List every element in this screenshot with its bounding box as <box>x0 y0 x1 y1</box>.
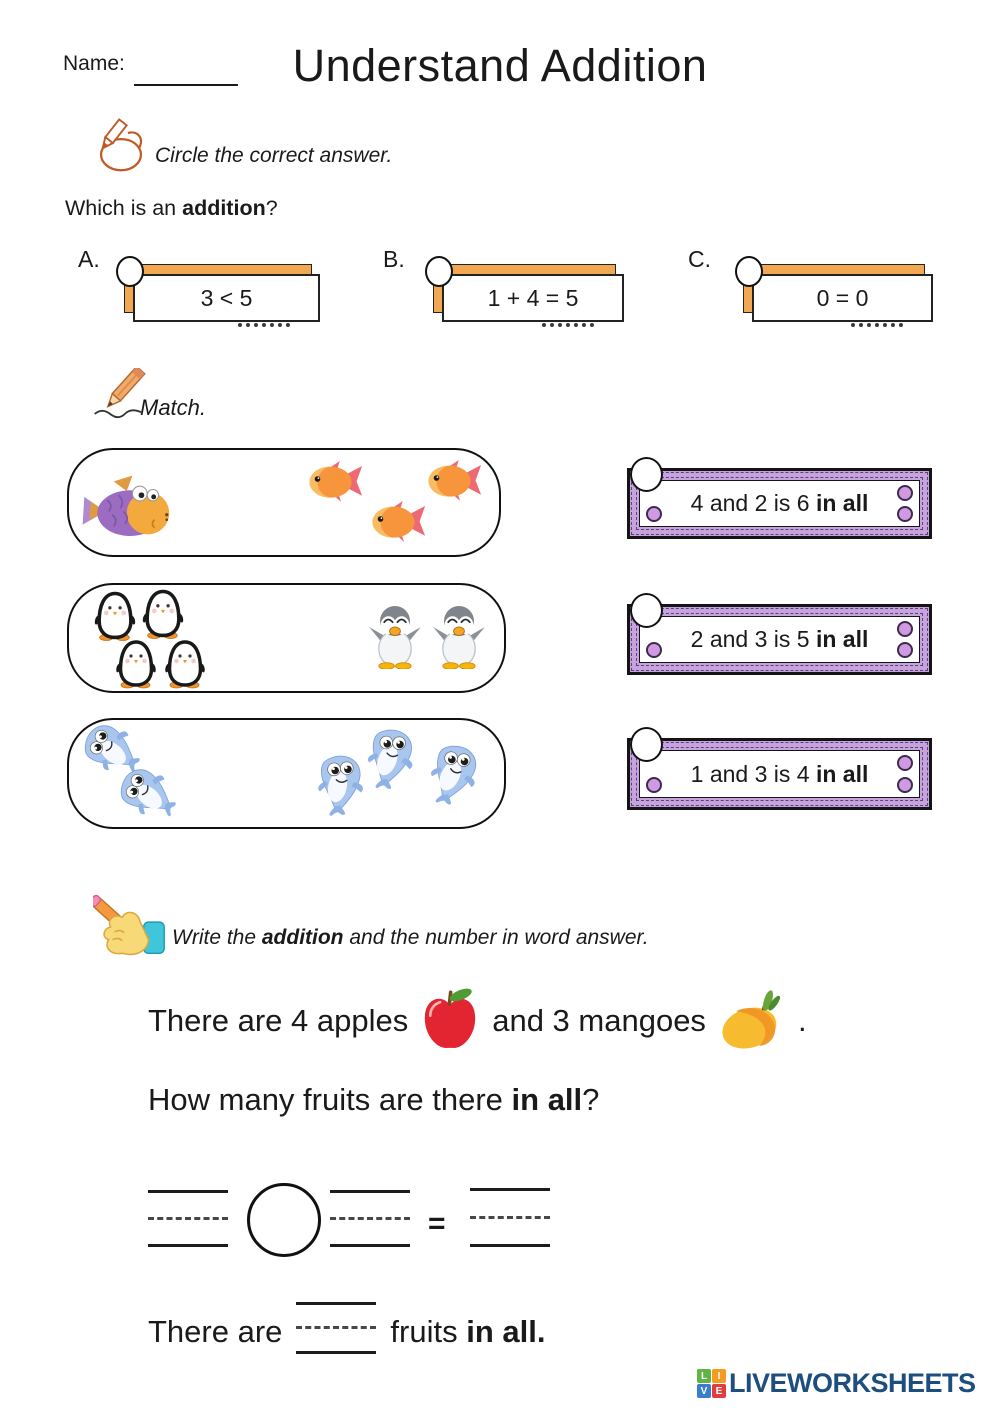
rivet <box>897 755 913 771</box>
mango-image <box>716 989 788 1053</box>
match-row-dolphins[interactable] <box>67 718 506 829</box>
match-row-fish[interactable] <box>67 448 501 557</box>
option-b-card <box>424 258 624 322</box>
baby-penguin-image <box>368 601 422 671</box>
sentence-period: . <box>797 1003 807 1038</box>
option-c-select-circle[interactable] <box>735 256 763 287</box>
sum-blank[interactable] <box>470 1188 550 1247</box>
answer-text: 1 and 3 is 4 <box>690 760 810 787</box>
addend2-blank[interactable] <box>330 1190 410 1247</box>
task3-instruction <box>172 926 649 950</box>
match-answer-1-connector-circle[interactable] <box>630 457 663 492</box>
option-a-value: 3 < 5 <box>133 274 320 322</box>
answer-text: 4 and 2 is 6 <box>690 490 810 516</box>
hand-writing-icon <box>93 890 171 962</box>
penguin-image <box>113 639 159 689</box>
total-blank[interactable] <box>296 1302 376 1354</box>
logo-square-i: I <box>712 1369 726 1383</box>
option-b-letter: B. <box>383 246 405 272</box>
option-a-select-circle[interactable] <box>116 256 144 287</box>
dotted-mark <box>238 323 290 327</box>
rivet <box>646 642 662 658</box>
orange-fish-image <box>365 498 427 545</box>
answer-sentence <box>148 1298 545 1350</box>
task1-question <box>65 196 278 221</box>
circle-pencil-icon <box>95 116 147 176</box>
answer-bold: in all <box>815 760 869 787</box>
option-b-value: 1 + 4 = 5 <box>442 274 624 322</box>
operation-circle[interactable] <box>247 1183 321 1257</box>
word-problem-question <box>148 1082 599 1118</box>
orange-fish-image <box>421 457 483 504</box>
penguin-image <box>162 639 208 689</box>
addend1-blank[interactable] <box>148 1190 228 1247</box>
page-title: Understand Addition <box>292 40 708 91</box>
option-c-card <box>734 258 933 322</box>
answer-part1: There are <box>148 1314 283 1349</box>
option-a-card <box>115 258 320 322</box>
answer-text: 2 and 3 is 5 <box>690 626 810 652</box>
sentence-part2: and 3 mangoes <box>492 1003 706 1038</box>
sentence-part1: There are 4 apples <box>148 1003 409 1038</box>
question-bold-word: addition <box>182 196 266 220</box>
rivet <box>646 506 662 522</box>
option-a-letter: A. <box>78 246 100 272</box>
dotted-mark <box>542 323 594 327</box>
instr-suffix: and the number in word answer. <box>343 926 649 949</box>
match-answer-1 <box>627 468 932 539</box>
answer-part2: fruits <box>390 1314 458 1349</box>
logo-square-e: E <box>712 1384 726 1398</box>
question-bold: in all <box>511 1082 583 1117</box>
rivet <box>646 777 662 793</box>
dolphin-image <box>357 718 425 799</box>
rivet <box>897 485 913 501</box>
liveworksheets-logo-icon <box>697 1369 726 1398</box>
match-answer-3-text <box>639 750 920 798</box>
question-suffix: ? <box>582 1082 600 1117</box>
apple-image <box>418 986 482 1056</box>
liveworksheets-logo-text: LIVEWORKSHEETS <box>729 1368 976 1398</box>
instr-bold-word: addition <box>261 926 344 949</box>
penguin-image <box>92 590 138 642</box>
dotted-mark <box>851 323 903 327</box>
word-problem-sentence <box>148 985 807 1057</box>
option-c-value: 0 = 0 <box>752 274 933 322</box>
name-label: Name: <box>63 52 125 75</box>
answer-bold: in all <box>466 1314 537 1349</box>
logo-square-v: V <box>697 1384 711 1398</box>
rivet <box>897 777 913 793</box>
question-text: Which is an <box>65 196 183 220</box>
match-answer-2 <box>627 604 932 675</box>
option-c-letter: C. <box>688 246 711 272</box>
task1-instruction: Circle the correct answer. <box>155 144 393 167</box>
rivet <box>897 621 913 637</box>
question-suffix: ? <box>265 196 278 220</box>
match-answer-3-connector-circle[interactable] <box>630 727 663 762</box>
question-text: How many fruits are there <box>148 1082 512 1117</box>
purple-fish-image <box>81 470 179 540</box>
option-b-select-circle[interactable] <box>425 256 453 287</box>
logo-square-l: L <box>697 1369 711 1383</box>
match-answer-1-text <box>639 480 920 527</box>
rivet <box>897 642 913 658</box>
task2-instruction: Match. <box>140 395 207 420</box>
penguin-image <box>140 588 186 640</box>
baby-penguin-image <box>432 601 486 671</box>
equals-sign: = <box>428 1207 446 1240</box>
rivet <box>897 506 913 522</box>
match-row-penguins[interactable] <box>67 583 506 693</box>
match-answer-3 <box>627 738 932 810</box>
answer-period: . <box>536 1314 546 1349</box>
dolphin-image <box>417 732 491 818</box>
answer-bold: in all <box>815 626 869 652</box>
orange-fish-image <box>302 458 364 505</box>
answer-bold: in all <box>815 490 869 516</box>
match-answer-2-text <box>639 616 920 663</box>
instr-text: Write the <box>172 926 262 949</box>
liveworksheets-logo <box>697 1368 976 1399</box>
match-answer-2-connector-circle[interactable] <box>630 593 663 628</box>
